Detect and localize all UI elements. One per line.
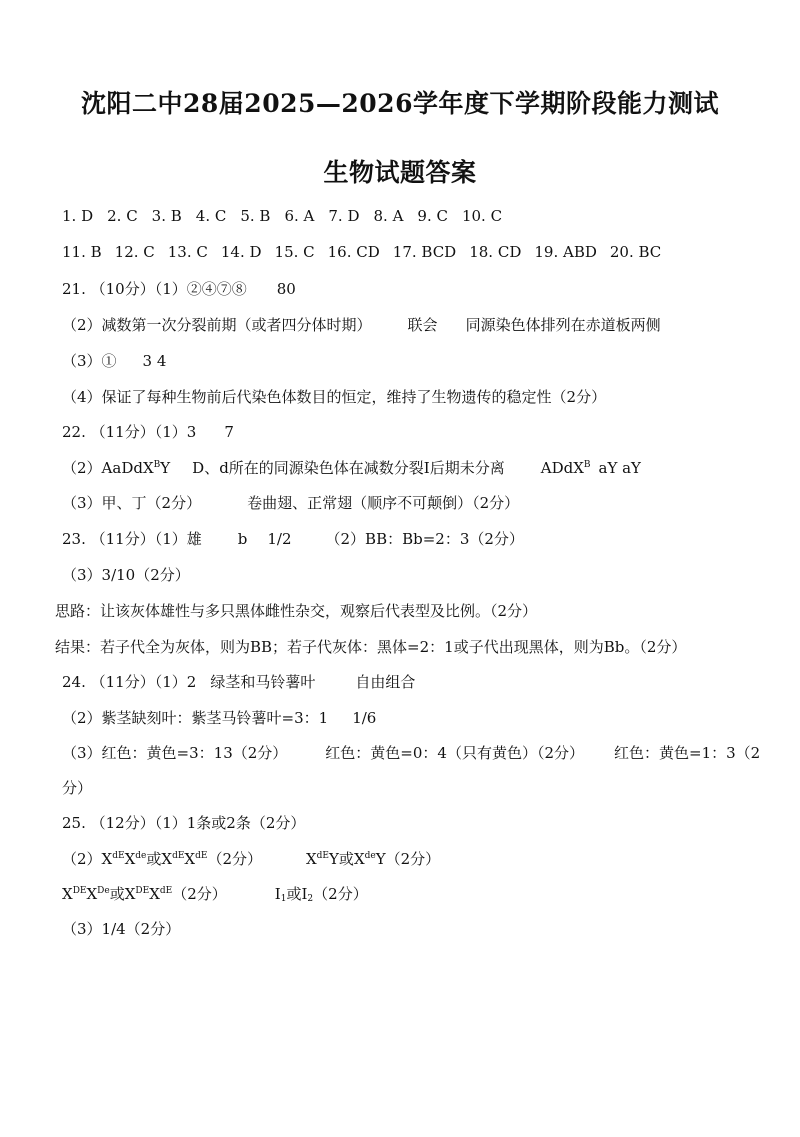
choice-answer: 15. C <box>274 243 315 261</box>
q24-part1: 24. （11分）（1）2 <box>62 673 197 691</box>
q21-part2-synapsis: 联会 <box>407 316 438 334</box>
q24-part3 <box>62 744 760 762</box>
q23-part3: （3）3/10（2分） <box>62 566 190 584</box>
q21-part4: （4）保证了每种生物前后代染色体数目的恒定，维持了生物遗传的稳定性（2分） <box>62 388 607 406</box>
choice-answers-row-2 <box>62 243 661 261</box>
q24-part3-c: 红色：黄色=1：3（2 <box>614 744 761 762</box>
q22-gametes: ADdX$^B$ aY aY <box>540 459 641 477</box>
q22-part3-a: （3）甲、丁（2分） <box>62 494 202 512</box>
page-subtitle: 生物试题答案 <box>323 158 477 187</box>
choice-answer: 7. D <box>328 207 360 225</box>
choice-answer: 11. B <box>62 243 102 261</box>
q25-part2-line2: XDEXDe或XDEXdE（2分） $Ⅰ_1$或$Ⅰ_2(2$分） <box>62 885 368 904</box>
q21-part2-arrangement: 同源染色体排列在赤道板两侧 <box>465 316 661 334</box>
choice-answer: 20. BC <box>609 243 662 261</box>
q25-part2-line1: （2）XdEXde或XdEXdE（2分） XdEY或XdeY（2分） <box>62 850 441 868</box>
choice-answer: 8. A <box>373 207 404 225</box>
q22-genotype: （2）AaDdX$^B$Y <box>62 459 171 477</box>
q24-law: 自由组合 <box>355 673 416 691</box>
choice-answer: 5. B <box>240 207 271 225</box>
choice-answer: 6. A <box>284 207 315 225</box>
q25-genotype-female-3: XDEXDe或XDEXdE <box>62 885 173 903</box>
q21-part3-values: 3 4 <box>142 352 167 370</box>
q24-part3-a: （3）红色：黄色=3：13（2分） <box>62 744 288 762</box>
q24-traits: 绿茎和马铃薯叶 <box>210 673 316 691</box>
q21-part1: 21. （10分）（1）②④⑦⑧ <box>62 280 247 298</box>
q25-genotype-male: XdEY或XdeY <box>305 850 386 868</box>
q22-explanation: D、d所在的同源染色体在减数分裂Ⅰ后期未分离 <box>192 459 505 477</box>
q25-individual: $Ⅰ_1$或$Ⅰ_2$ <box>274 885 314 904</box>
choice-answer: 14. D <box>220 243 262 261</box>
q24-part2 <box>62 709 376 727</box>
choice-answer: 12. C <box>114 243 155 261</box>
q22-part3-b: 卷曲翅、正常翅（顺序不可颠倒）（2分） <box>247 494 520 512</box>
q23-idea: 思路：让该灰体雄性与多只黑体雌性杂交，观察后代表型及比例。（2分） <box>55 602 538 620</box>
q24-part3-continuation: 分） <box>62 779 93 797</box>
choice-answer: 16. CD <box>327 243 380 261</box>
q24-part2-ratio: （2）紫茎缺刻叶：紫茎马铃薯叶=3：1 <box>62 709 329 727</box>
q25-genotype-female-2: XdEXdE <box>161 850 208 868</box>
q22-part1: 22. （11分）（1）3 <box>62 423 197 441</box>
q23-ratio: 1/2 <box>267 530 292 548</box>
q21-part2-stage: （2）减数第一次分裂前期（或者四分体时期） <box>62 316 372 334</box>
q22-heading <box>62 423 234 441</box>
q23-part2: （2）BB：Bb=2：3（2分） <box>325 530 524 548</box>
q25-part3: （3）1/4（2分） <box>62 920 181 938</box>
q21-part2 <box>62 316 661 334</box>
q25-genotype-female-1: XdEXde <box>101 850 147 868</box>
q21-part1-value: 80 <box>276 280 296 298</box>
q24-part3-b: 红色：黄色=0：4（只有黄色）（2分） <box>325 744 584 762</box>
choice-answer: 2. C <box>107 207 138 225</box>
q22-part2 <box>62 459 641 477</box>
choice-answer: 17. BCD <box>392 243 457 261</box>
q24-heading <box>62 673 415 691</box>
q23-allele: b <box>237 530 248 548</box>
choice-answer: 13. C <box>167 243 208 261</box>
q21-part3-circle: （3）① <box>62 352 117 370</box>
q21-heading <box>62 280 296 298</box>
choice-answer: 18. CD <box>469 243 522 261</box>
choice-answer: 4. C <box>195 207 227 225</box>
choice-answer: 9. C <box>417 207 448 225</box>
choice-answer: 3. B <box>151 207 182 225</box>
choice-answer: 10. C <box>461 207 503 225</box>
q23-result: 结果：若子代全为灰体，则为BB；若子代灰体：黑体=2：1或子代出现黑体，则为Bb。（2分） <box>55 638 687 656</box>
choice-answers-row-1 <box>62 207 502 225</box>
q23-part1: 23. （11分）（1）雄 <box>62 530 202 548</box>
q24-part2-fraction: 1/6 <box>352 709 377 727</box>
choice-answer: 1. D <box>62 207 94 225</box>
q22-part1-value: 7 <box>224 423 234 441</box>
q21-part3 <box>62 352 166 370</box>
choice-answer: 19. ABD <box>534 243 597 261</box>
q23-heading <box>62 530 524 548</box>
page-title: 沈阳二中28届2025—2026学年度下学期阶段能力测试 <box>81 89 719 118</box>
q25-heading: 25. （12分）（1）1条或2条（2分） <box>62 814 306 832</box>
q22-part3 <box>62 494 519 512</box>
